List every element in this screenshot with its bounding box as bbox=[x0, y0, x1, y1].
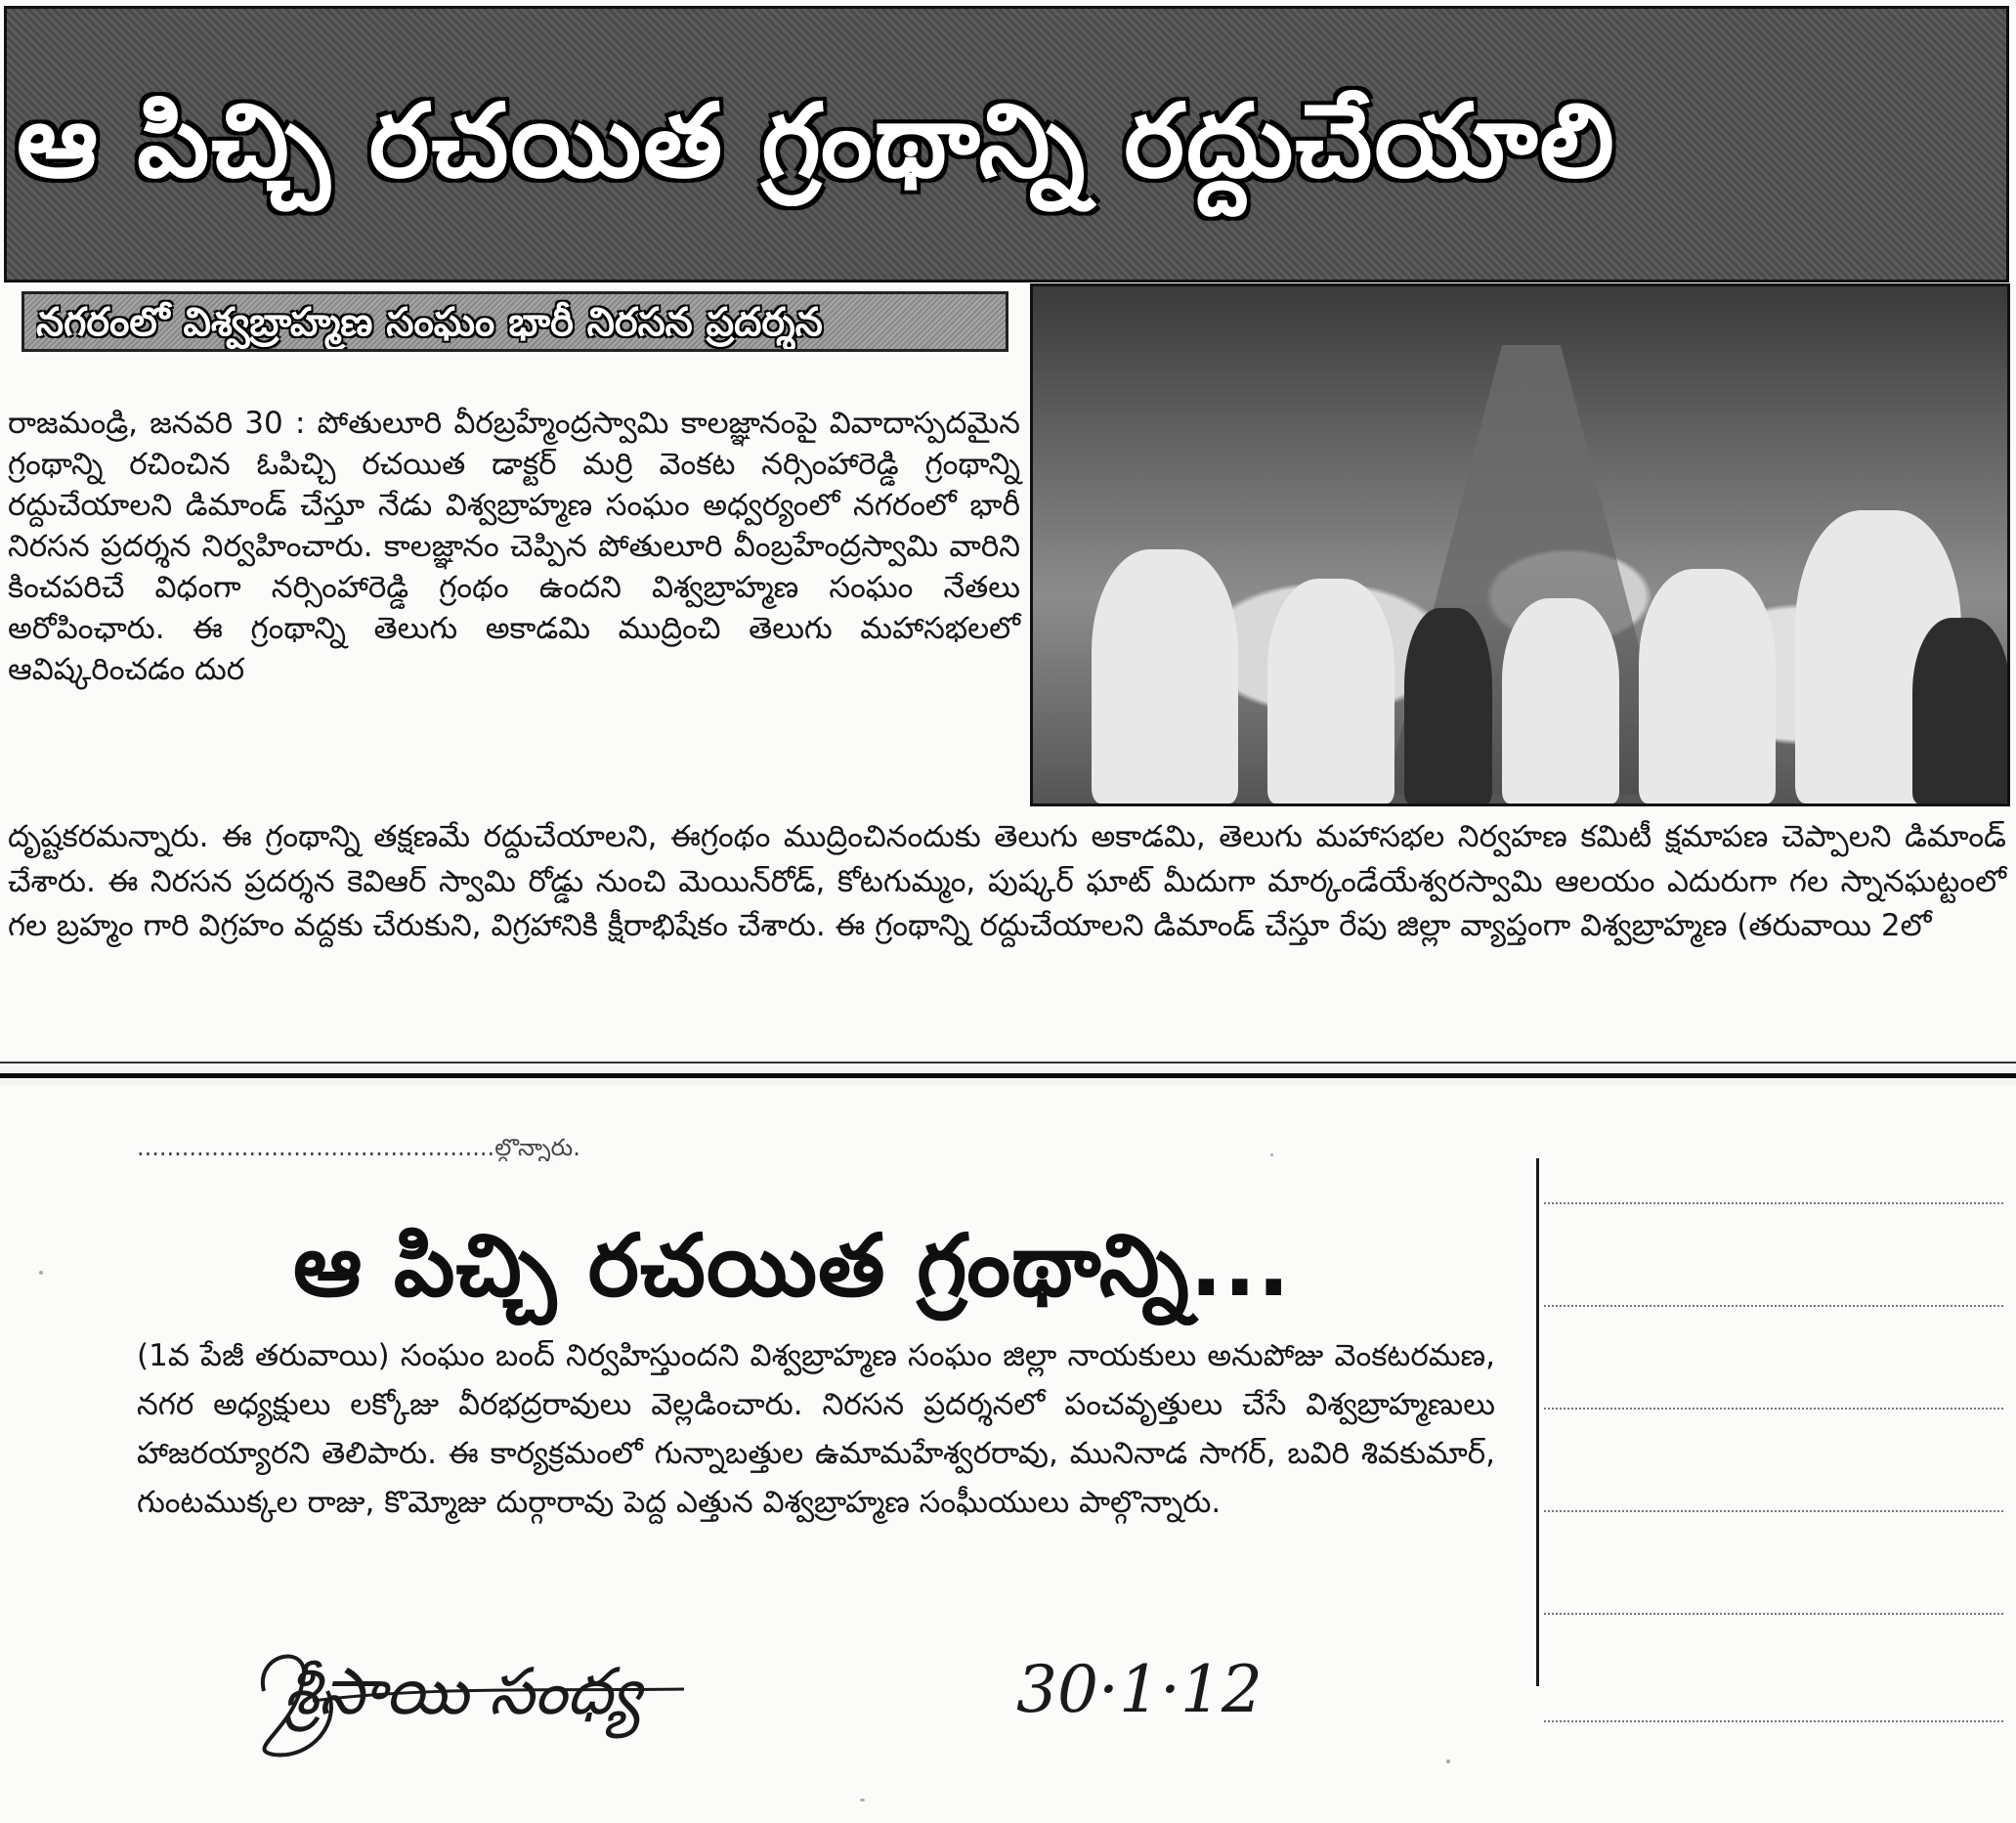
print-speck bbox=[39, 1271, 43, 1275]
photo-person bbox=[1502, 598, 1619, 803]
print-speck bbox=[1446, 1759, 1450, 1763]
protest-march-photo bbox=[1030, 283, 2010, 806]
dotted-rule bbox=[1544, 1305, 2003, 1307]
photo-person bbox=[1912, 618, 2010, 803]
photo-person bbox=[1092, 549, 1238, 803]
photo-person bbox=[1639, 569, 1776, 803]
handwritten-signature bbox=[235, 1632, 1114, 1769]
column-rule bbox=[1536, 1158, 1539, 1686]
subheadline-banner bbox=[21, 291, 1008, 352]
dotted-rule bbox=[1544, 1510, 2003, 1512]
divider-rule-thin bbox=[0, 1062, 2016, 1063]
wide-paragraph: దృష్టకరమన్నారు. ఈ గ్రంథాన్ని తక్షణమే రద్దుచేయాలని, ఈగ్రంథం ముద్రించినందుకు తెలుగు అకాడమి, తెలుగు మహాసభల నిర్వహణ కమిటీ క్షమాపణ చెప్పాలని డిమాండ్ చేశారు. ఈ నిరసన ప్రదర్శన కెవిఆర్ స్వామి రోడ్డు నుంచి మెయిన్‌రోడ్, కోటగుమ్మం, పుష్కర్ ఘాట్ మీదుగా మార్కండేయేశ్వరస్వామి ఆలయం ఎదురుగా గల స్నానఘట్టంలో గల బ్రహ్మం గారి విగ్రహం వద్దకు చేరుకుని, విగ్రహానికి క్షీరాభిషేకం చేశారు. ఈ గ్రంథాన్ని రద్దుచేయాలని డిమాండ్ చేస్తూ రేపు జిల్లా వ్యాప్తంగా విశ్వబ్రాహ్మణ (తరువాయి 2లో bbox=[8, 819, 2006, 943]
divider-rule bbox=[0, 1073, 2016, 1078]
headline-banner bbox=[4, 6, 2009, 282]
continuation-headline: ఆ పిచ్చి రచయిత గ్రంథాన్ని... bbox=[293, 1215, 1291, 1316]
main-headline: ఆ పిచ్చి రచయిత గ్రంథాన్ని రద్దుచేయాలి bbox=[17, 81, 1616, 200]
continuation-body: (1వ పేజీ తరువాయి) సంఘం బంద్ నిర్వహిస్తుందని విశ్వబ్రాహ్మణ సంఘం జిల్లా నాయకులు అనుపోజు వెంకటరమణ, నగర అధ్యక్షులు లక్కోజు వీరభద్రరావులు వెల్లడించారు. నిరసన ప్రదర్శనలో పంచవృత్తులు చేసే విశ్వబ్రాహ్మణులు హాజరయ్యారని తెలిపారు. ఈ కార్యక్రమంలో గున్నాబత్తుల ఉమామహేశ్వరరావు, మునినాడ సాగర్, బవిరి శివకుమార్, గుంటముక్కల రాజు, కొమ్మోజు దుర్గారావు పెద్ద ఎత్తున విశ్వబ్రాహ్మణ సంఘీయులు పాల్గొన్నారు. bbox=[137, 1338, 1495, 1520]
dotted-rule bbox=[1544, 1408, 2003, 1410]
dotted-rule bbox=[1544, 1720, 2003, 1722]
dotted-rule bbox=[1544, 1202, 2003, 1204]
dotted-rule bbox=[1544, 1613, 2003, 1615]
signature-text: శ్రీసాయి సంధ్య bbox=[283, 1654, 642, 1729]
print-speck bbox=[1270, 1153, 1273, 1156]
subheadline: నగరంలో విశ్వబ్రాహ్మణ సంఘం భారీ నిరసన ప్రదర్శన bbox=[36, 300, 823, 345]
handwritten-date: 30·1·12 bbox=[1016, 1652, 1263, 1727]
print-speck bbox=[860, 1799, 865, 1801]
lead-paragraph: రాజమండ్రి, జనవరి 30 : పోతులూరి వీరబ్రహ్మేంద్రస్వామి కాలజ్ఞానంపై వివాదాస్పదమైన గ్రంథాన్ని రచించిన ఓపిచ్చి రచయిత డాక్టర్ మర్రి వెంకట నర్సింహారెడ్డి గ్రంథాన్ని రద్దుచేయాలని డిమాండ్ చేస్తూ నేడు విశ్వబ్రాహ్మణ సంఘం అధ్వర్యంలో నగరంలో భారీ నిరసన ప్రదర్శన నిర్వహించారు. కాలజ్ఞానం చెప్పిన పోతులూరి వీంబ్రహేంద్రస్వామి వారిని కించపరిచే విధంగా నర్సింహారెడ్డి గ్రంథం ఉందని విశ్వబ్రాహ్మణ సంఘం నేతలు అరోపింఛారు. ఈ గ్రంథాన్ని తెలుగు అకాడమి ముద్రించి తెలుగు మహాసభలలో ఆవిష్కరించడం దుర bbox=[8, 406, 1020, 687]
photo-person bbox=[1404, 608, 1492, 803]
photo-person bbox=[1267, 579, 1394, 803]
continued-fragment: ................................................ల్గొన్నారు. bbox=[137, 1134, 580, 1161]
